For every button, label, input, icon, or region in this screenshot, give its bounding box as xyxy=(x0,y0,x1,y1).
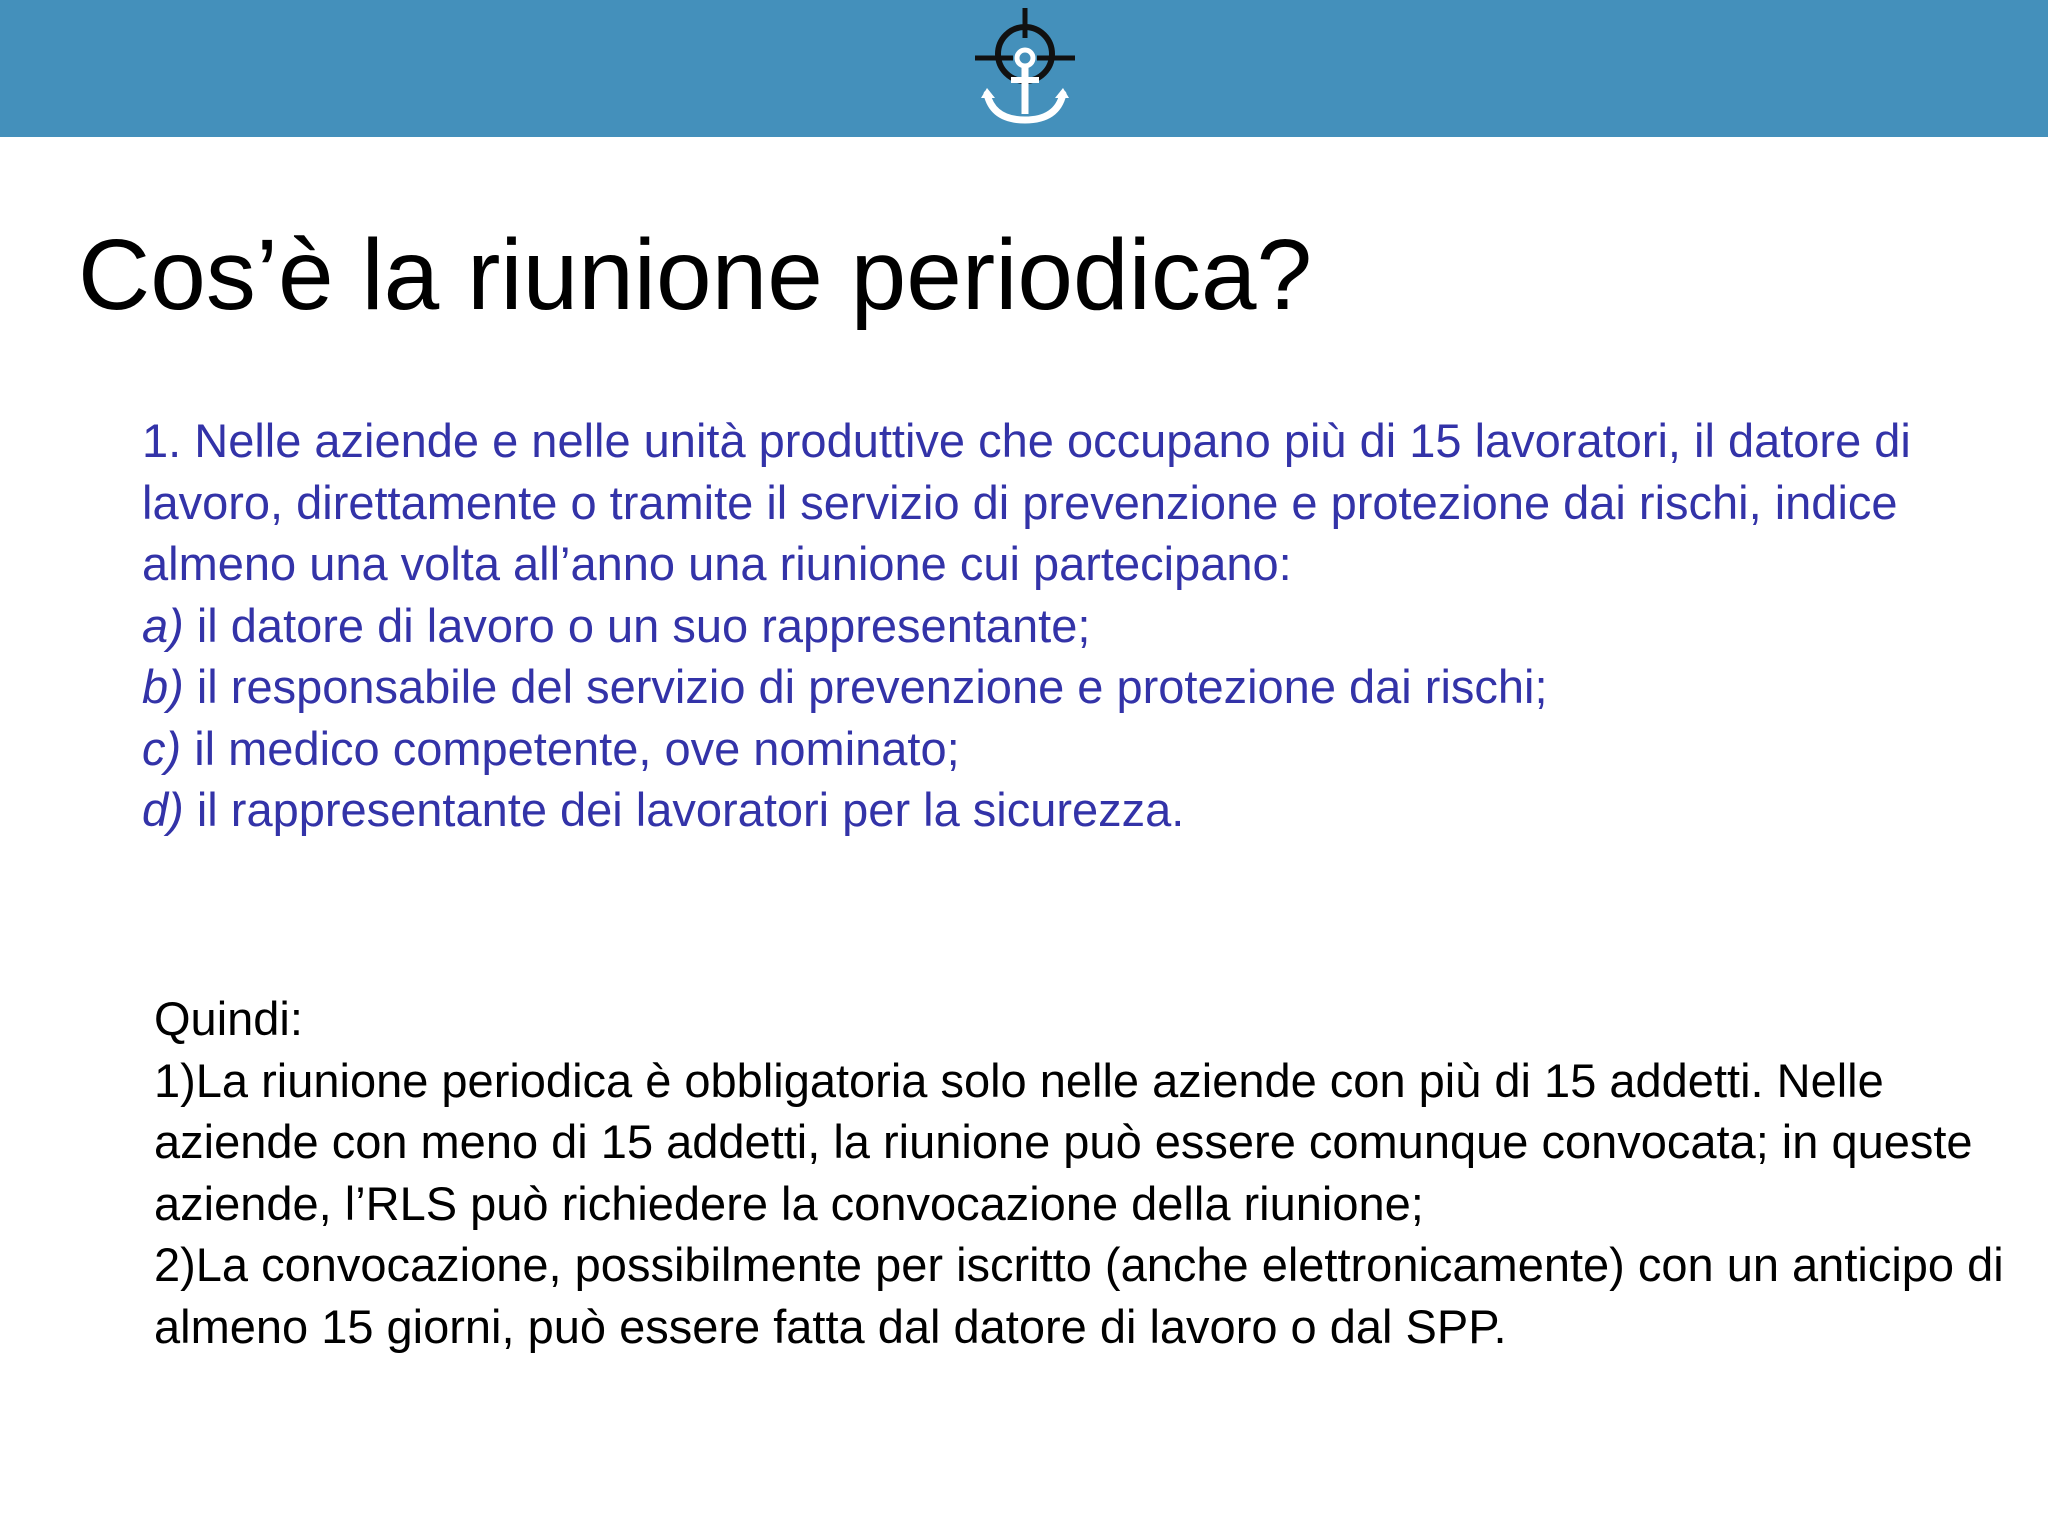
item-text: il rappresentante dei lavoratori per la sicurezza. xyxy=(183,783,1185,836)
slide-title: Cos’è la riunione periodica? xyxy=(78,219,1313,331)
item-letter: a) xyxy=(142,598,184,652)
item-text: il medico competente, ove nominato; xyxy=(181,721,960,775)
article-item-b xyxy=(142,656,2002,718)
header-bar xyxy=(0,0,2048,137)
item-letter: c) xyxy=(142,721,182,775)
anchor-crosshair-icon xyxy=(969,2,1081,130)
item-text: il datore di lavoro o un suo rappresentante; xyxy=(183,598,1091,652)
summary-point-1: 1)La riunione periodica è obbligatoria solo nelle aziende con più di 15 addetti. Nelle aziende con meno di 15 addetti, la riunione può essere comunque convocata; in queste aziende, l’RLS può richiedere la convocazione della riunione; xyxy=(154,1053,1973,1230)
article-item-c xyxy=(142,718,2002,780)
article-item-a xyxy=(142,595,2002,657)
article-intro: 1. Nelle aziende e nelle unità produttive che occupano più di 15 lavoratori, il datore di lavoro, direttamente o tramite il servizio di prevenzione e protezione dai rischi, indice almeno una volta all’anno una riunione cui partecipano: xyxy=(142,414,1911,590)
article-item-d xyxy=(142,779,2002,841)
summary-point-2: 2)La convocazione, possibilmente per iscritto (anche elettronicamente) con un anticipo di almeno 15 giorni, può essere fatta dal datore di lavoro o dal SPP. xyxy=(154,1238,2004,1353)
summary-heading: Quindi: xyxy=(154,992,303,1045)
article-text xyxy=(142,410,2002,841)
summary-text xyxy=(154,988,2014,1357)
item-text: il responsabile del servizio di prevenzione e protezione dai rischi; xyxy=(183,660,1548,713)
item-letter: b) xyxy=(142,660,184,713)
item-letter: d) xyxy=(142,783,184,836)
